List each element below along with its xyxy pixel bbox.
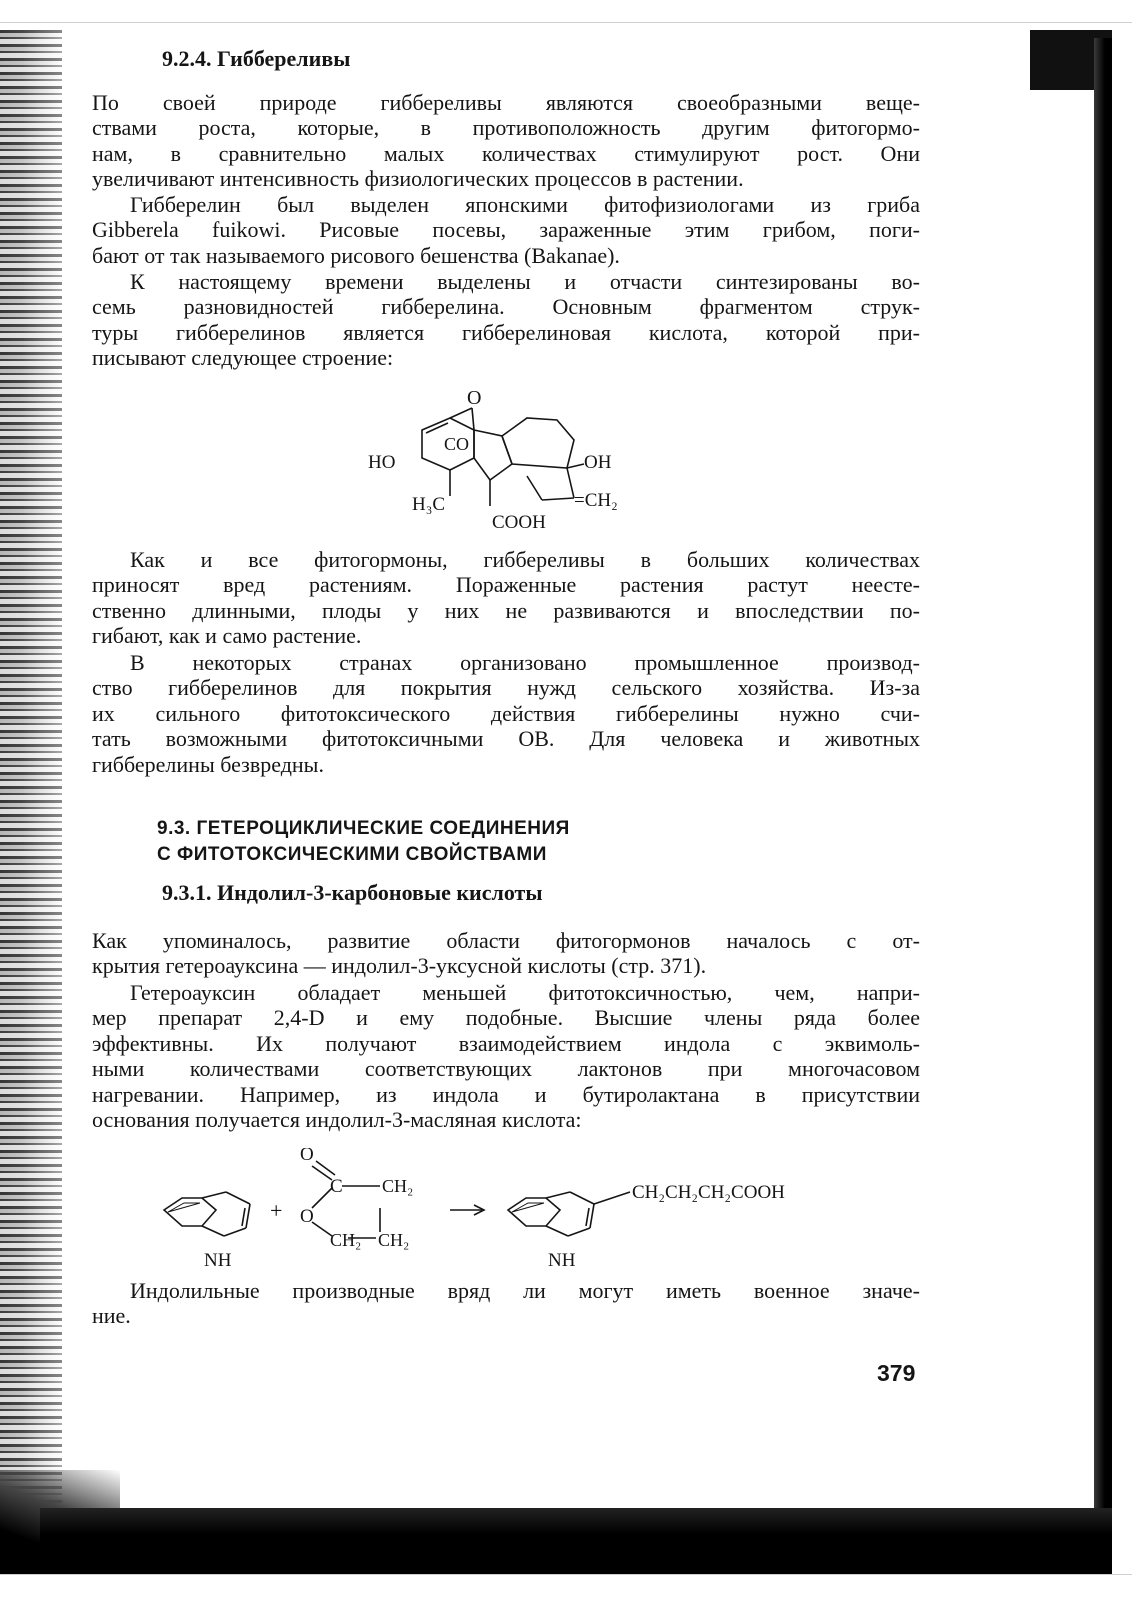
structure-label-h3c: H₃C xyxy=(412,494,446,515)
scan-edge-shadow-bottom xyxy=(40,1508,1112,1574)
lactone-ch2-a: CH₂ xyxy=(330,1230,362,1250)
paragraph-indole-2: Гетероауксин обладает меньшей фитотоксичностью, чем, напри- мер препарат 2,4-D и ему подобные. Высшие члены ряда более эффективны. Их получают взаимодействием индола с эквимоль- ными количествами соответствующих лактонов при многочасовом нагревании. Например, из индола и бутиролактана в присутствии основания получается индолил-3-масляная кислота: xyxy=(92,980,920,1133)
ring-b xyxy=(474,430,512,480)
lactone-o-ring: O xyxy=(300,1206,314,1227)
structure-label-cooh: COOH xyxy=(492,512,546,533)
ring-c xyxy=(502,418,574,468)
lactone-ch2-top: CH₂ xyxy=(382,1176,414,1196)
book-spine-shadow xyxy=(0,30,62,1574)
paragraph-gib-1: По своей природе гиббереливы являются своеобразными веще- ствами роста, которые, в противоположность другим фитогормо- нам, в сравнительно малых количествах стимулируют рост. Они увеличивают интенсивность физиологических процессов в растении. xyxy=(92,90,920,192)
structure-label-co: CO xyxy=(444,434,470,454)
scan-edge-shadow-right xyxy=(1094,38,1112,1538)
paragraph-indole-1: Как упоминалось, развитие области фитогормонов началось с от- крытия гетероауксина — индолил-3-уксусной кислоты (стр. 371). xyxy=(92,928,920,979)
indole-benzene-left xyxy=(164,1198,216,1226)
gibberellic-acid-structure xyxy=(362,388,662,538)
paragraph-gib-4: Как и все фитогормоны, гиббереливы в больших количествах приносят вред растениям. Пораженные растения растут неесте- ственно длинными, плоды у них не развиваются и впоследствии по- гибают, как и само растение. xyxy=(92,547,920,649)
structure-label-ch2: =CH₂ xyxy=(574,490,618,511)
section-title-gibberellins: 9.2.4. Гиббереливы xyxy=(162,46,351,71)
subsection-title-indolyl: 9.3.1. Индолил-3-карбоновые кислоты xyxy=(162,880,543,905)
paragraph-gib-2: Гибберелин был выделен японскими фитофизиологами из гриба Gibberela fuikowi. Рисовые посевы, зараженные этим грибом, поги- бают от так называемого рисового бешенства (Bakanae). xyxy=(92,192,920,268)
structure-label-ho: HO xyxy=(368,452,396,473)
product-side-chain: CH₂CH₂CH₂COOH xyxy=(632,1182,785,1203)
indole-nh-left: NH xyxy=(204,1250,232,1271)
lactone-ch2-b: CH₂ xyxy=(378,1230,410,1250)
structure-label-oh: OH xyxy=(584,452,612,473)
paragraph-gib-5: В некоторых странах организовано промышленное производ- ство гибберелинов для покрытия нужд сельского хозяйства. Из-за их сильного фитотоксического действия гибберелины нужно счи- тать возможными фитотоксичными ОВ. Для человека и животных гибберелины безвредны. xyxy=(92,650,920,777)
lactone-o-carbonyl: O xyxy=(300,1148,314,1165)
scan-border-top xyxy=(0,22,1132,23)
indole-nh-right: NH xyxy=(548,1250,576,1271)
scan-border-bottom xyxy=(0,1574,1132,1575)
paragraph-gib-3: К настоящему времени выделены и отчасти синтезированы во- семь разновидностей гибберелина. Основным фрагментом струк- туры гибберелинов является гибберелиновая кислота, которой при- писывают следующее строение: xyxy=(92,269,920,371)
structure-label-o: O xyxy=(467,388,482,409)
page-number: 379 xyxy=(877,1360,916,1386)
section-title-heterocyclic: 9.3. ГЕТЕРОЦИКЛИЧЕСКИЕ СОЕДИНЕНИЯ С ФИТОТОКСИЧЕСКИМИ СВОЙСТВАМИ xyxy=(157,818,570,865)
indole-benzene-right xyxy=(508,1198,560,1226)
plus-sign: + xyxy=(270,1198,283,1223)
lactone-c: C xyxy=(330,1176,343,1197)
indolylbutyric-acid-reaction xyxy=(152,1148,872,1273)
paragraph-indole-3: Индолильные производные вряд ли могут иметь военное значе- ние. xyxy=(92,1278,920,1329)
